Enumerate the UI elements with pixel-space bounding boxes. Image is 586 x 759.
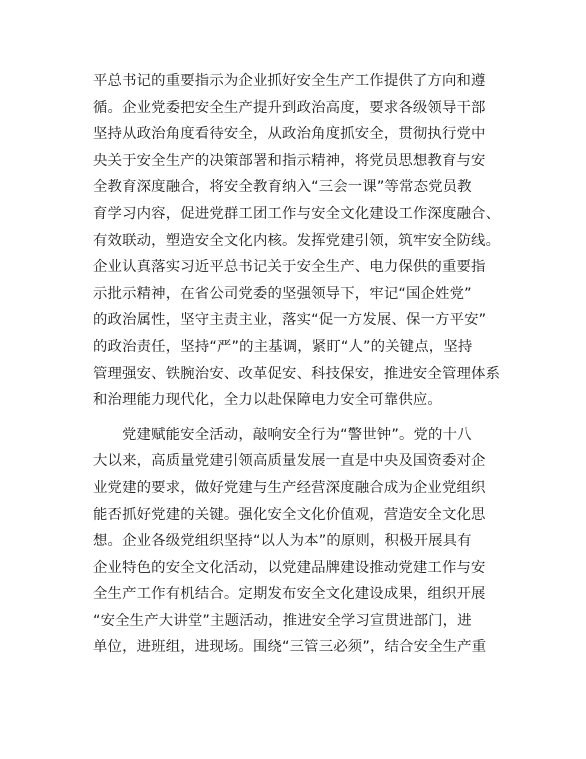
text-line: 平总书记的重要指示为企业抓好安全生产工作提供了方向和遵 <box>93 73 486 89</box>
text-line: 的政治责任，坚持“严”的主基调，紧盯“人”的关键点，坚持 <box>93 338 473 355</box>
text-line: 央关于安全生产的决策部署和指示精神，将党员思想教育与安 <box>93 152 486 169</box>
text-line: 党建赋能安全活动，敲响安全行为“警世钟”。党的十八 <box>122 426 472 443</box>
body-text <box>93 68 503 661</box>
text-line: 业党建的要求，做好党建与生产经营深度融合成为企业党组织 <box>93 479 486 496</box>
text-line: 坚持从政治角度看待安全，从政治角度抓安全，贯彻执行党中 <box>93 126 486 143</box>
text-line: 有效联动，塑造安全文化内核。发挥党建引领，筑牢安全防线。 <box>93 232 501 249</box>
text-line: 育学习内容，促进党群工团工作与安全文化建设工作深度融合、 <box>93 205 501 222</box>
text-line: 能否抓好党建的关键。强化安全文化价值观，营造安全文化思 <box>93 506 486 523</box>
text-line: 单位，进班组，进现场。围绕“三管三必须”，结合安全生产重 <box>93 639 487 656</box>
paragraph-1 <box>93 68 503 414</box>
text-line: 大以来，高质量党建引领高质量发展一直是中央及国资委对企 <box>93 453 486 470</box>
text-line: 和治理能力现代化，全力以赴保障电力安全可靠供应。 <box>93 392 442 409</box>
text-line: 全教育深度融合，将安全教育纳入“三会一课”等常态党员教 <box>93 179 472 196</box>
text-line: “安全生产大讲堂”主题活动，推进安全学习宣贯进部门，进 <box>93 612 472 629</box>
text-line: 循。企业党委把安全生产提升到政治高度，要求各级领导干部 <box>93 99 486 116</box>
text-line: 想。企业各级党组织坚持“以人为本”的原则，积极开展具有 <box>93 533 472 550</box>
paragraph-2 <box>93 422 503 661</box>
text-line: 全生产工作有机结合。定期发布安全文化建设成果，组织开展 <box>93 586 486 603</box>
text-line: 管理强安、铁腕治安、改革促安、科技保安，推进安全管理体系 <box>93 365 501 382</box>
text-line: 的政治属性，坚守主责主业，落实“促一方发展、保一方平安” <box>93 312 487 329</box>
text-line: 示批示精神，在省公司党委的坚强领导下，牢记“国企姓党” <box>93 285 472 302</box>
text-line: 企业认真落实习近平总书记关于安全生产、电力保供的重要指 <box>93 259 486 276</box>
text-line: 企业特色的安全文化活动，以党建品牌建设推动党建工作与安 <box>93 559 486 576</box>
